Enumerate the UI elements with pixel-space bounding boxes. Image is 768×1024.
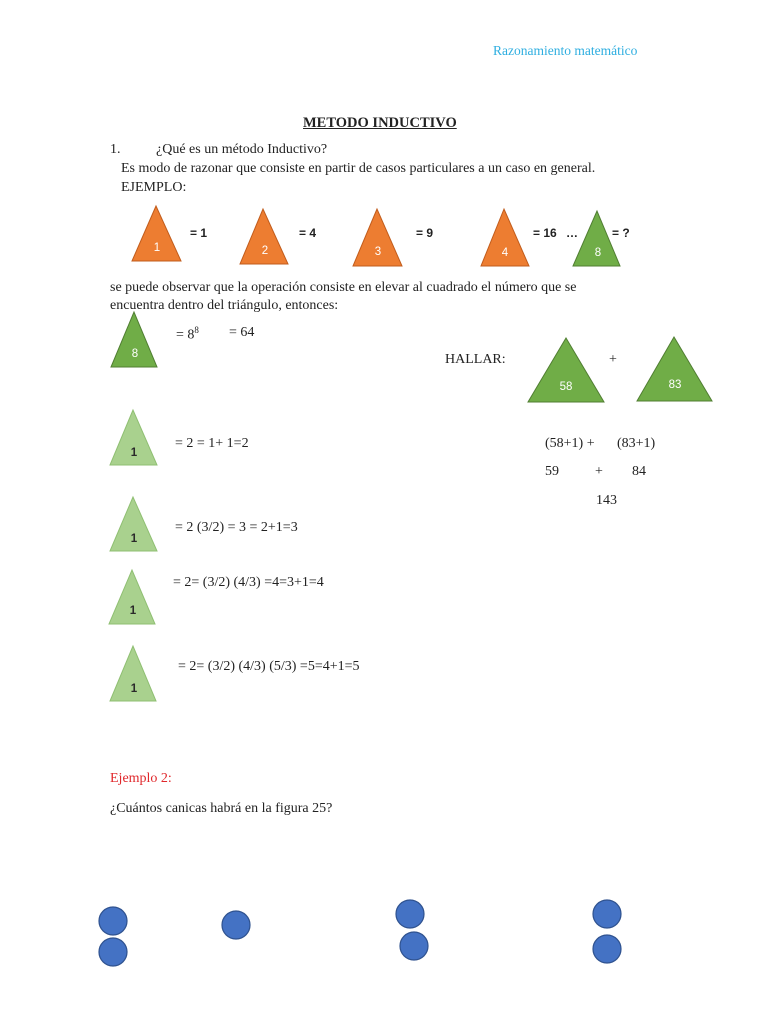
marble-figure-1	[99, 907, 127, 966]
marble	[222, 911, 250, 939]
triangle-58-label: 58	[559, 381, 573, 393]
marble	[593, 935, 621, 963]
marble	[396, 900, 424, 928]
triangle-83-label: 83	[668, 379, 682, 391]
series-triangle-3	[109, 570, 155, 624]
series-eq-3: = 2= (3/2) (4/3) =4=3+1=4	[173, 575, 324, 590]
triangle-2	[240, 209, 288, 264]
triangle-eq8	[111, 312, 157, 367]
series-triangle-3-label: 1	[129, 605, 137, 617]
triangle-3-label: 3	[374, 246, 382, 258]
series-eq-2: = 2 (3/2) = 3 = 2+1=3	[175, 520, 298, 535]
series-triangle-1	[110, 410, 157, 465]
series-triangle-4	[110, 646, 156, 701]
triangle-eq8-label: 8	[131, 348, 139, 360]
triangle-1	[132, 206, 181, 261]
triangle-1-label: 1	[153, 242, 161, 254]
triangle-83	[637, 337, 712, 401]
marble	[400, 932, 428, 960]
marble-figure-3	[396, 900, 428, 960]
result-9: = 9	[416, 226, 434, 240]
example2-label: Ejemplo 2:	[110, 771, 172, 786]
ellipsis: …	[566, 226, 578, 240]
question-number: 1.	[110, 142, 121, 157]
eq8-base	[176, 325, 199, 344]
example2-question: ¿Cuántos canicas habrá en la figura 25?	[110, 801, 333, 816]
series-triangle-2-label: 1	[130, 533, 138, 545]
series-triangle-1-label: 1	[130, 447, 138, 459]
triangle-8-label: 8	[594, 247, 602, 259]
eq8-exponent: 8	[194, 325, 199, 335]
result-question: = ?	[612, 226, 630, 240]
observation-line-1: se puede observar que la operación consiste en elevar al cuadrado el número que se	[110, 280, 577, 295]
page-title: METODO INDUCTIVO	[303, 115, 457, 131]
marble	[99, 907, 127, 935]
series-eq-4: = 2= (3/2) (4/3) (5/3) =5=4+1=5	[178, 659, 360, 674]
observation-line-2: encuentra dentro del triángulo, entonces:	[110, 298, 339, 313]
series-triangle-4-label: 1	[130, 683, 138, 695]
triangle-3	[353, 209, 402, 266]
hallar-step2-right: 84	[632, 464, 646, 479]
example-label: EJEMPLO:	[121, 180, 187, 195]
result-4: = 4	[299, 226, 317, 240]
hallar-label: HALLAR:	[445, 352, 506, 367]
result-1: = 1	[190, 226, 208, 240]
series-triangle-2	[110, 497, 157, 551]
definition-text: Es modo de razonar que consiste en partir de casos particulares a un caso en general.	[121, 161, 596, 176]
marble-figure-4	[593, 900, 621, 963]
eq8-base-text: = 8	[176, 327, 195, 343]
question-text: ¿Qué es un método Inductivo?	[156, 142, 328, 157]
triangle-4	[481, 209, 529, 266]
series-eq-1: = 2 = 1+ 1=2	[175, 436, 249, 451]
hallar-total: 143	[596, 493, 617, 508]
hallar-step1-right: (83+1)	[617, 436, 656, 451]
page-header: Razonamiento matemático	[493, 43, 638, 58]
eq8-result: = 64	[229, 325, 255, 340]
triangle-2-label: 2	[261, 245, 269, 257]
hallar-step2-left: 59	[545, 464, 559, 479]
result-16: = 16	[533, 226, 557, 240]
hallar-step2-plus: +	[595, 464, 603, 479]
marble-figure-2	[222, 911, 250, 939]
marble	[99, 938, 127, 966]
hallar-plus: +	[609, 352, 617, 367]
marble	[593, 900, 621, 928]
triangle-4-label: 4	[501, 247, 509, 259]
hallar-step1-left: (58+1) +	[545, 436, 595, 451]
triangle-58	[528, 338, 604, 402]
